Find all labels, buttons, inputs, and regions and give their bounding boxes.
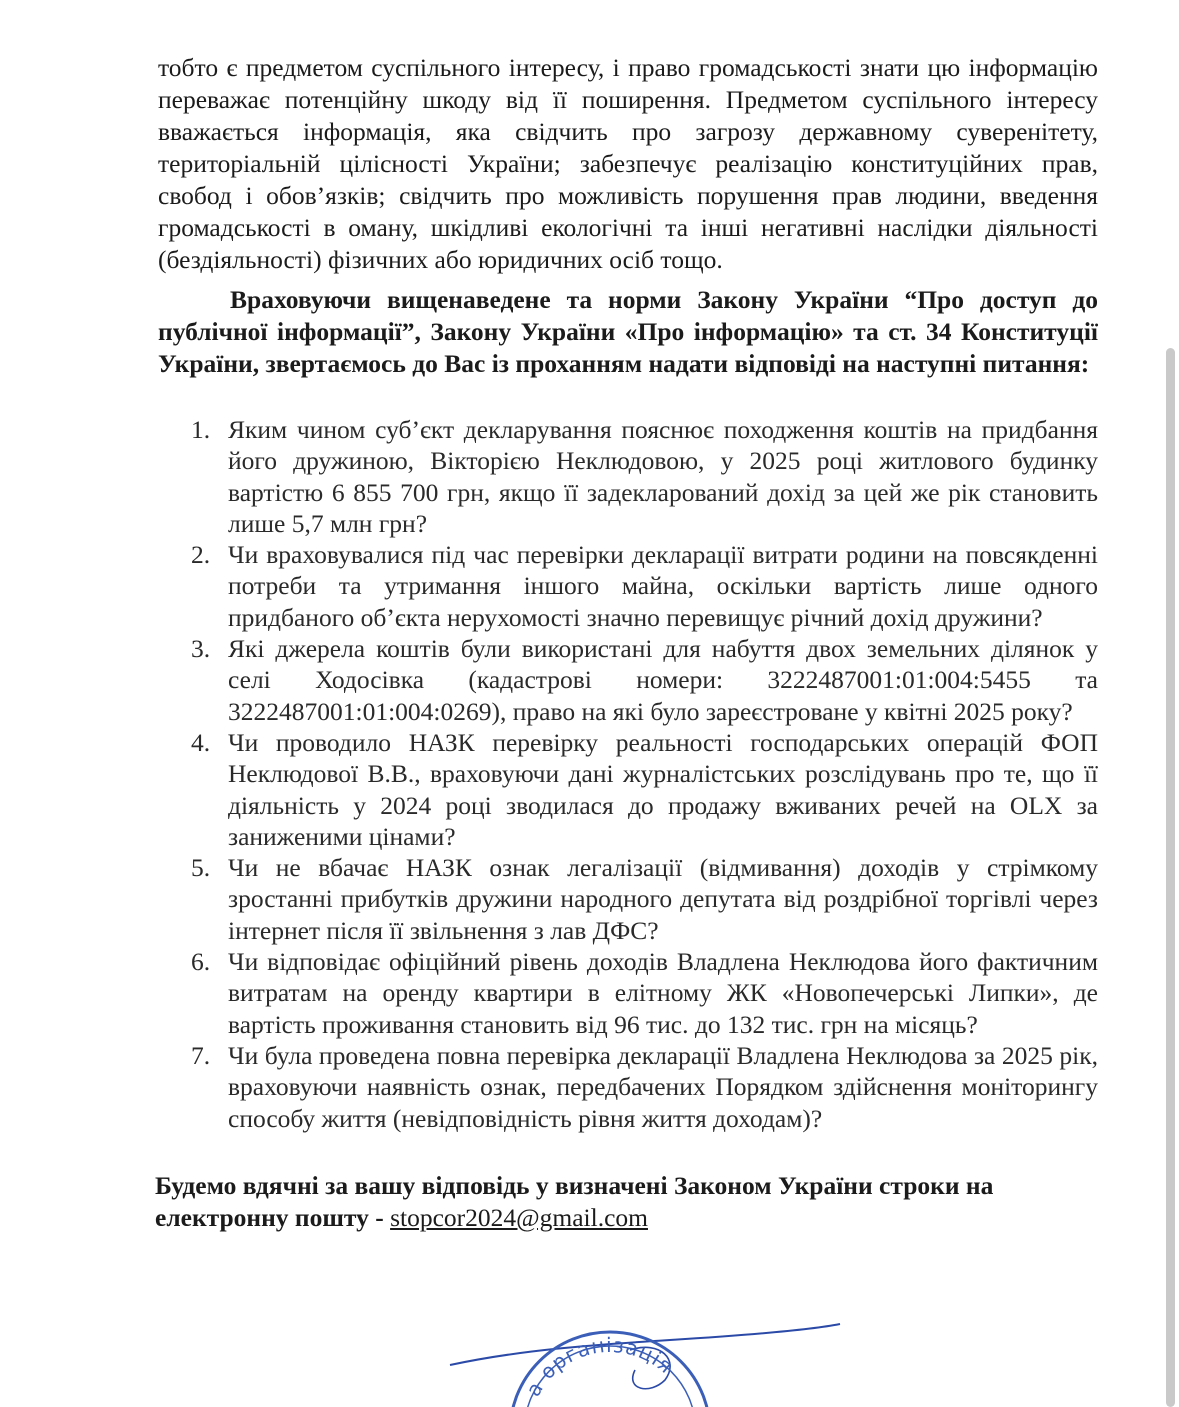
list-item bbox=[158, 946, 1098, 1040]
list-item-text: Чи не вбачає НАЗК ознак легалізації (відмивання) доходів у стрімкому зростанні прибутків дружини народного депутата від роздрібної торгівлі через інтернет після її звільнення з лав ДФС? bbox=[228, 853, 1098, 945]
list-item-text: Які джерела коштів були використані для набуття двох земельних ділянок у селі Ходосівка (кадастрові номери: 3222487001:01:004:5455 та 3222487001:01:004:0269), право на які було зареєстроване у квітні 2025 року? bbox=[228, 634, 1098, 726]
list-item-number: 2. bbox=[191, 540, 211, 570]
list-item-text: Чи враховувалися під час перевірки декларації витрати родини на повсякденні потреби та утримання іншого майна, оскільки вартість лише одного придбаного об’єкта нерухомості значно перевищує річний дохід дружини? bbox=[228, 540, 1098, 632]
closing-paragraph bbox=[155, 1170, 1095, 1234]
list-item-text: Чи проводило НАЗК перевірку реальності господарських операцій ФОП Неклюдової В.В., враховуючи дані журналістських розслідувань про те, що її діяльність у 2024 році зводилася до продажу вживаних речей на OLX за заниженими цінами? bbox=[228, 727, 1098, 851]
intro-paragraph: тобто є предметом суспільного інтересу, і право громадськості знати цю інформацію переважає потенційну шкоду від її поширення. Предметом суспільного інтересу вважається інформація, яка свідчить про загрозу державному суверенітету, територіальній цілісності України; забезпечує реалізацію конституційних прав, свобод і обов’язків; свідчить про можливість порушення прав людини, введення громадськості в оману, шкідливі екологічні та інші негативні наслідки діяльності (бездіяльності) фізичних або юридичних осіб тощо. bbox=[158, 53, 1098, 274]
list-item bbox=[158, 852, 1098, 946]
list-item bbox=[158, 539, 1098, 633]
list-item-number: 5. bbox=[191, 853, 211, 883]
stamp-text: а організація bbox=[520, 1332, 679, 1401]
list-item-number: 3. bbox=[191, 634, 211, 664]
list-item bbox=[158, 727, 1098, 852]
list-item-number: 4. bbox=[191, 727, 211, 757]
list-item-text: Яким чином суб’єкт декларування пояснює походження коштів на придбання його дружиною, Вікторією Неклюдовою, у 2025 році житлового будинку вартістю 6 855 700 грн, якщо її задекларований дохід за цей же рік становить лише 5,7 млн грн? bbox=[228, 415, 1098, 538]
list-item-text: Чи відповідає офіційний рівень доходів Владлена Неклюдова його фактичним витратам на оренду квартири в елітному ЖК «Новопечерські Липки», де вартість проживання становить від 96 тис. до 132 тис. грн на місяць? bbox=[228, 947, 1098, 1039]
scrollbar-thumb[interactable] bbox=[1166, 348, 1175, 1407]
list-item-number: 7. bbox=[191, 1040, 211, 1070]
list-item-number: 1. bbox=[191, 415, 211, 444]
list-item-number: 6. bbox=[191, 947, 211, 977]
list-item bbox=[158, 633, 1098, 727]
document-body bbox=[155, 52, 1098, 1234]
list-item bbox=[158, 414, 1098, 539]
scrollbar[interactable] bbox=[1157, 0, 1179, 1407]
questions-list bbox=[158, 414, 1098, 1134]
list-item bbox=[158, 1040, 1098, 1134]
email-link[interactable]: stopcor2024@gmail.com bbox=[390, 1202, 648, 1232]
request-paragraph: Враховуючи вищенаведене та норми Закону України “Про доступ до публічної інформації”, Закону України «Про інформацію» та ст. 34 Конституції України, звертаємось до Вас із проханням надати відповіді на наступні питання: bbox=[158, 285, 1098, 378]
list-item-text: Чи була проведена повна перевірка декларації Владлена Неклюдова за 2025 рік, враховуючи наявність ознак, передбачених Порядком здійснення моніторингу способу життя (невідповідність рівня життя доходам)? bbox=[228, 1040, 1098, 1133]
stamp-seal bbox=[490, 1322, 750, 1407]
closing-text: Будемо вдячні за вашу відповідь у визначені Законом України строки на електронну пошту - bbox=[155, 1170, 994, 1232]
